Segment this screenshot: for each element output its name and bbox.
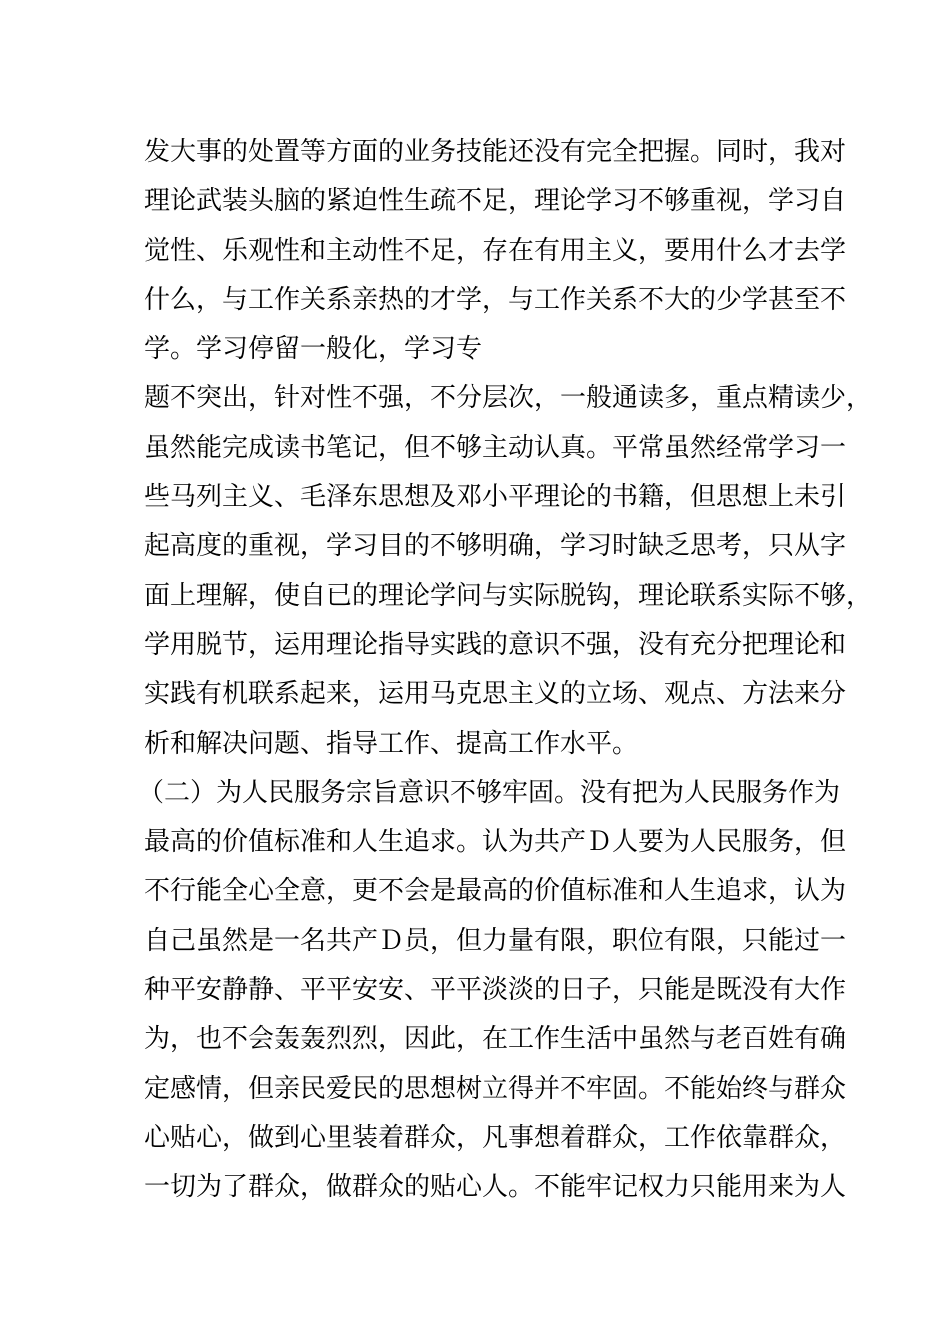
text-line: 种平安静静、平平安安、平平淡淡的日子，只能是既没有大作 — [144, 975, 847, 1006]
text-line: 一切为了群众，做群众的贴心人。不能牢记权力只能用来为人 — [144, 1172, 847, 1203]
text-line: 学用脱节，运用理论指导实践的意识不强，没有充分把理论和 — [144, 629, 847, 660]
body-text — [138, 128, 873, 1213]
text-line: 实践有机联系起来，运用马克思主义的立场、观点、方法来分 — [144, 679, 847, 710]
text-line: 题不突出，针对性不强，不分层次，一般通读多，重点精读少， — [144, 383, 873, 414]
text-line: 什么，与工作关系亲热的才学，与工作关系不大的少学甚至不 — [144, 284, 847, 315]
text-line: 理论武装头脑的紧迫性生疏不足，理论学习不够重视，学习自 — [144, 186, 847, 217]
text-line: 虽然能完成读书笔记，但不够主动认真。平常虽然经常学习一 — [144, 432, 847, 463]
text-line: 自己虽然是一名共产Ｄ员，但力量有限，职位有限，只能过一 — [144, 925, 847, 956]
text-line: 定感情，但亲民爱民的思想树立得并不牢固。不能始终与群众 — [144, 1073, 847, 1104]
text-line: 起高度的重视，学习目的不够明确，学习时缺乏思考，只从字 — [144, 531, 847, 562]
text-line: 析和解决问题、指导工作、提高工作水平。 — [144, 728, 639, 759]
text-line: 心贴心，做到心里装着群众，凡事想着群众，工作依靠群众， — [144, 1122, 847, 1153]
text-line: 学。学习停留一般化，学习专 — [144, 334, 483, 365]
text-line: 发大事的处置等方面的业务技能还没有完全把握。同时，我对 — [144, 137, 847, 167]
text-line: 些马列主义、毛泽东思想及邓小平理论的书籍，但思想上未引 — [144, 482, 847, 513]
text-line: 最高的价值标准和人生追求。认为共产Ｄ人要为人民服务，但 — [144, 827, 847, 858]
text-line: 不行能全心全意，更不会是最高的价值标准和人生追求，认为 — [144, 876, 847, 907]
text-line: 面上理解，使自已的理论学问与实际脱钩，理论联系实际不够， — [144, 580, 873, 611]
text-line: 为，也不会轰轰烈烈，因此，在工作生活中虽然与老百姓有确 — [144, 1024, 847, 1055]
section-heading-line: （二）为人民服务宗旨意识不够牢固。没有把为人民服务作为 — [138, 777, 841, 808]
text-line: 觉性、乐观性和主动性不足，存在有用主义，要用什么才去学 — [144, 235, 847, 266]
